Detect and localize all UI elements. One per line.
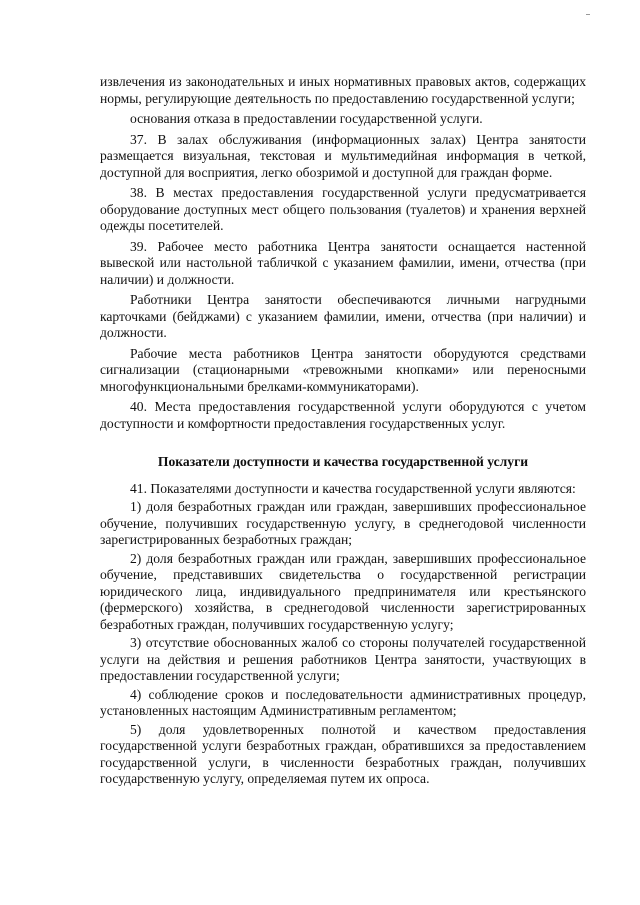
top-paragraphs (100, 74, 586, 432)
document-paragraph: 5) доля удовлетворенных полнотой и качеством предоставления государственной услуги безработных граждан, обратившихся за предоставлением государственной услуги, в численности безработных граждан, получивших государственную услугу, определяемая путем их опроса. (100, 721, 586, 786)
document-paragraph: 38. В местах предоставления государственной услуги предусматривается оборудование доступных мест общего пользования (туалетов) и хранения верхней одежды посетителей. (100, 185, 586, 233)
bottom-paragraphs (100, 481, 586, 788)
document-paragraph: извлечения из законодательных и иных нормативных правовых актов, содержащих нормы, регулирующие деятельность по предоставлению государственной услуги; (100, 74, 586, 106)
scan-mark (586, 14, 590, 15)
document-paragraph: 41. Показателями доступности и качества государственной услуги являются: (130, 480, 576, 496)
document-paragraph: 39. Рабочее место работника Центра занятости оснащается настенной вывеской или настольной табличкой с указанием фамилии, имени, отчества (при наличии) и должности. (100, 238, 586, 287)
section-heading: Показатели доступности и качества государственной услуги (157, 454, 529, 469)
document-paragraph: 3) отсутствие обоснованных жалоб со стороны получателей государственной услуги на действия и решения работников Центра занятости, участвующих в предоставлении государственной услуги; (100, 635, 586, 683)
document-paragraph: основания отказа в предоставлении государственной услуги. (130, 111, 483, 126)
document-paragraph: 37. В залах обслуживания (информационных залах) Центра занятости размещается визуальная, текстовая и мультимедийная информация в четкой, доступной для восприятия, легко обозримой и доступной для граждан форме. (100, 131, 586, 180)
document-page (100, 74, 586, 790)
document-paragraph: 1) доля безработных граждан или граждан, завершивших профессиональное обучение, получивших государственную услугу, в среднегодовой численности зарегистрированных безработных граждан; (100, 499, 586, 547)
document-paragraph: 40. Места предоставления государственной услуги оборудуются с учетом доступности и комфортности предоставления государственных услуг. (100, 399, 586, 431)
document-paragraph: 2) доля безработных граждан или граждан, завершивших профессиональное обучение, представивших свидетельства о государственной регистрации юридического лица, индивидуального предпринимателя или крестьянского (фермерского) хозяйства, в среднегодовой численности зарегистрированных безработных граждан, получивших государственную услугу; (100, 550, 586, 632)
document-paragraph: Рабочие места работников Центра занятости оборудуются средствами сигнализации (стационарными «тревожными кнопками» или переносными многофункциональными брелками-коммуникаторами). (100, 345, 586, 394)
document-paragraph: 4) соблюдение сроков и последовательности административных процедур, установленных настоящим Административным регламентом; (100, 686, 586, 718)
document-paragraph: Работники Центра занятости обеспечиваются личными нагрудными карточками (бейджами) с указанием фамилии, имени, отчества (при наличии) и должности. (100, 292, 586, 340)
